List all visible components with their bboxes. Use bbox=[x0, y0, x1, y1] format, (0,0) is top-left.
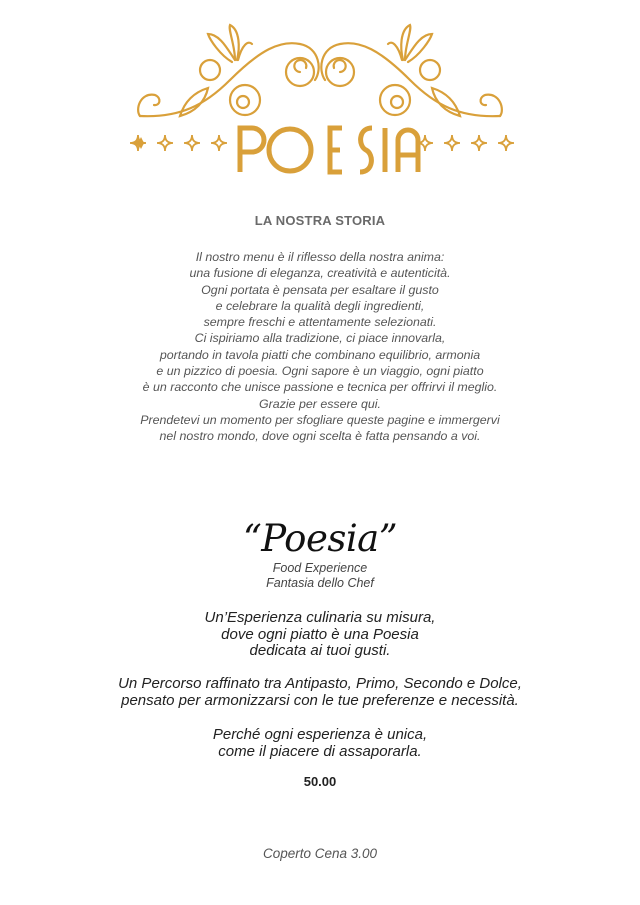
story-line: sempre freschi e attentamente selezionati. bbox=[203, 315, 437, 330]
story-line: è un racconto che unisce passione e tecnica per offrirvi il meglio. bbox=[142, 380, 498, 395]
paragraph-line: Perché ogni esperienza è unica, bbox=[212, 726, 428, 743]
paragraph-line: come il piacere di assaporarla. bbox=[218, 742, 422, 760]
ornament-swirl-icon bbox=[138, 25, 502, 116]
poesia-logo bbox=[110, 0, 530, 190]
experience-paragraph-2 bbox=[0, 676, 640, 709]
experience-subtitle-chef: Fantasia dello Chef bbox=[266, 576, 374, 590]
story-line: Prendetevi un momento per sfogliare queste pagine e immergervi bbox=[140, 412, 500, 427]
paragraph-line: dove ogni piatto è una Poesia bbox=[221, 625, 419, 643]
paragraph-line: pensato per armonizzarsi con le tue preferenze e necessità. bbox=[121, 691, 519, 709]
paragraph-line: dedicata ai tuoi gusti. bbox=[249, 642, 391, 659]
story-line: e un pizzico di poesia. Ogni sapore è un viaggio, ogni piatto bbox=[156, 364, 484, 379]
story-line: Ci ispiriamo alla tradizione, ci piace innovarla, bbox=[194, 331, 446, 346]
experience-subtitle: Food Experience bbox=[272, 561, 368, 575]
coperto-price: Coperto Cena 3.00 bbox=[262, 846, 378, 861]
poesia-wordmark bbox=[240, 128, 418, 172]
experience-paragraph-3 bbox=[0, 727, 640, 760]
story-line: Il nostro menu è il riflesso della nostra anima: bbox=[195, 250, 445, 264]
story-line: una fusione di eleganza, creatività e autenticità. bbox=[189, 266, 451, 281]
experience-paragraph-1 bbox=[0, 610, 640, 660]
story-line: nel nostro mondo, dove ogni scelta è fatta pensando a voi. bbox=[159, 429, 481, 444]
story-text bbox=[0, 249, 640, 445]
experience-price: 50.00 bbox=[303, 774, 337, 789]
story-line: Ogni portata è pensata per esaltare il gusto bbox=[201, 282, 439, 297]
experience-title: “Poesia” bbox=[242, 517, 398, 560]
story-line: Grazie per essere qui. bbox=[259, 396, 381, 411]
paragraph-line: Un Percorso raffinato tra Antipasto, Primo, Secondo e Dolce, bbox=[118, 675, 522, 692]
paragraph-line: Un’Esperienza culinaria su misura, bbox=[204, 609, 436, 626]
story-line: e celebrare la qualità degli ingredienti, bbox=[215, 298, 425, 313]
story-heading: LA NOSTRA STORIA bbox=[254, 213, 386, 228]
story-line: portando in tavola piatti che combinano equilibrio, armonia bbox=[159, 347, 481, 362]
